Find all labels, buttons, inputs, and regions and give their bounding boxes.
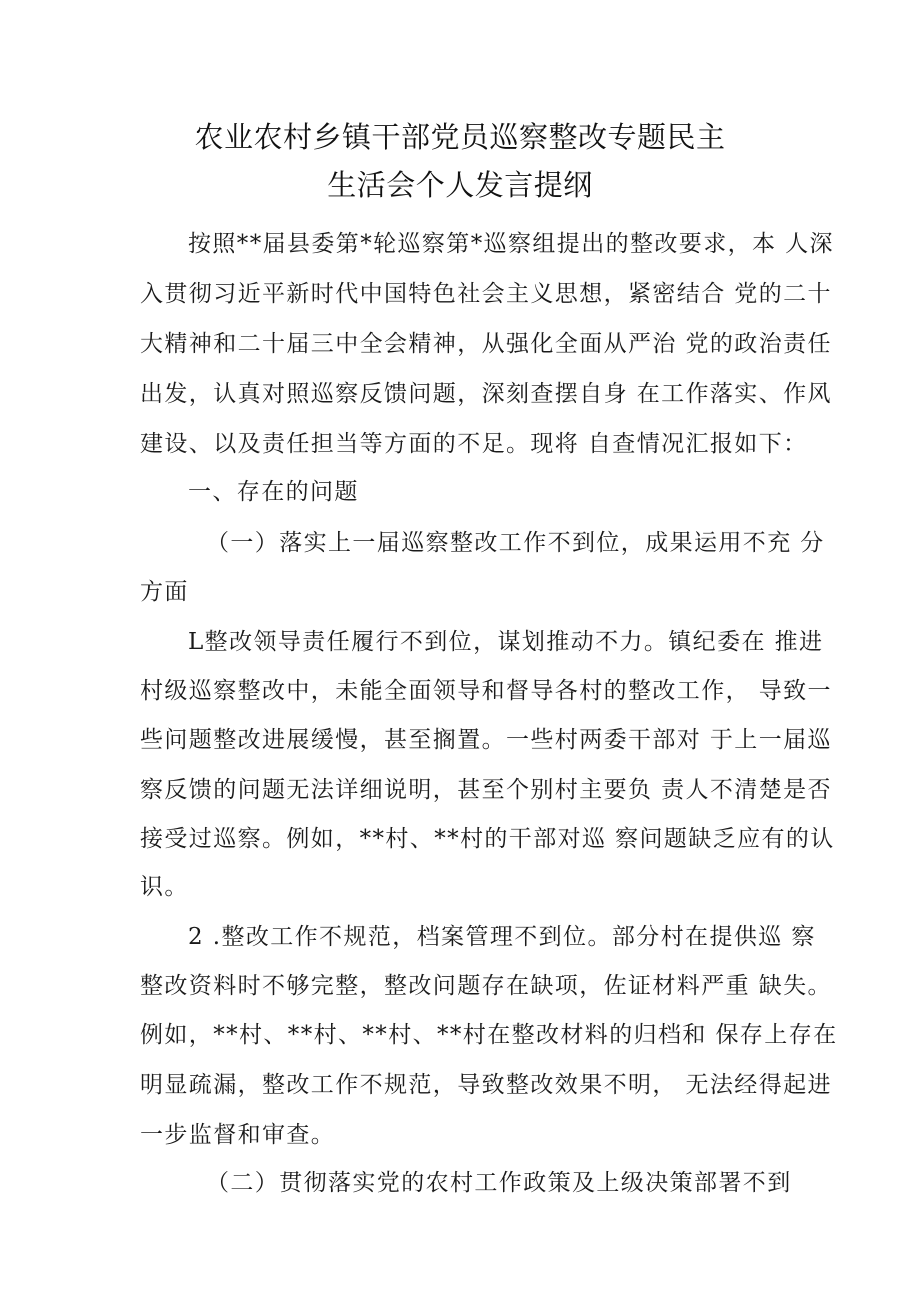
paragraph-line: L整改领导责任履行不到位，谋划推动不力。镇纪委在 推进	[188, 629, 824, 655]
section-heading: 一、存在的问题	[188, 479, 359, 505]
paragraph-line: 2 .整改工作不规范，档案管理不到位。部分村在提供巡 察	[188, 924, 816, 950]
paragraph-line: 建设、以及责任担当等方面的不足。现将 自查情况汇报如下：	[140, 431, 808, 457]
paragraph-line: 明显疏漏，整改工作不规范，导致整改效果不明， 无法经得起进	[140, 1072, 832, 1098]
subsection-heading: （二）贯彻落实党的农村工作政策及上级决策部署不到	[206, 1170, 792, 1196]
paragraph-line: 识。	[140, 874, 189, 900]
subsection-heading: （一）落实上一届巡察整改工作不到位，成果运用不充 分	[206, 530, 825, 556]
document-title-line-1: 农业农村乡镇干部党员巡察整改专题民主	[194, 120, 726, 154]
paragraph-line: 方面	[140, 579, 189, 605]
paragraph-line: 整改资料时不够完整，整改问题存在缺项，佐证材料严重 缺失。	[140, 973, 832, 999]
paragraph-line: 大精神和二十届三中全会精神，从强化全面从严治 党的政治责任	[140, 331, 832, 357]
paragraph-line: 村级巡察整改中，未能全面领导和督导各村的整改工作， 导致一	[140, 678, 832, 704]
document-title-line-2: 生活会个人发言提纲	[327, 168, 593, 202]
paragraph-line: 接受过巡察。例如，**村、**村的干部对巡 察问题缺乏应有的认	[140, 826, 835, 852]
paragraph-line: 例如，**村、**村、**村、**村在整改材料的归档和 保存上存在	[140, 1022, 838, 1048]
paragraph-line: 察反馈的问题无法详细说明，甚至个别村主要负 责人不清楚是否	[140, 777, 832, 803]
paragraph-line: 入贯彻习近平新时代中国特色社会主义思想，紧密结合 党的二十	[140, 281, 832, 307]
paragraph-line: 一步监督和审查。	[140, 1122, 336, 1148]
paragraph-line: 按照**届县委第*轮巡察第*巡察组提出的整改要求，本 人深	[188, 231, 834, 257]
paragraph-line: 些问题整改进展缓慢，甚至搁置。一些村两委干部对 于上一届巡	[140, 727, 832, 753]
paragraph-line: 出发，认真对照巡察反馈问题，深刻查摆自身 在工作落实、作风	[140, 381, 832, 407]
